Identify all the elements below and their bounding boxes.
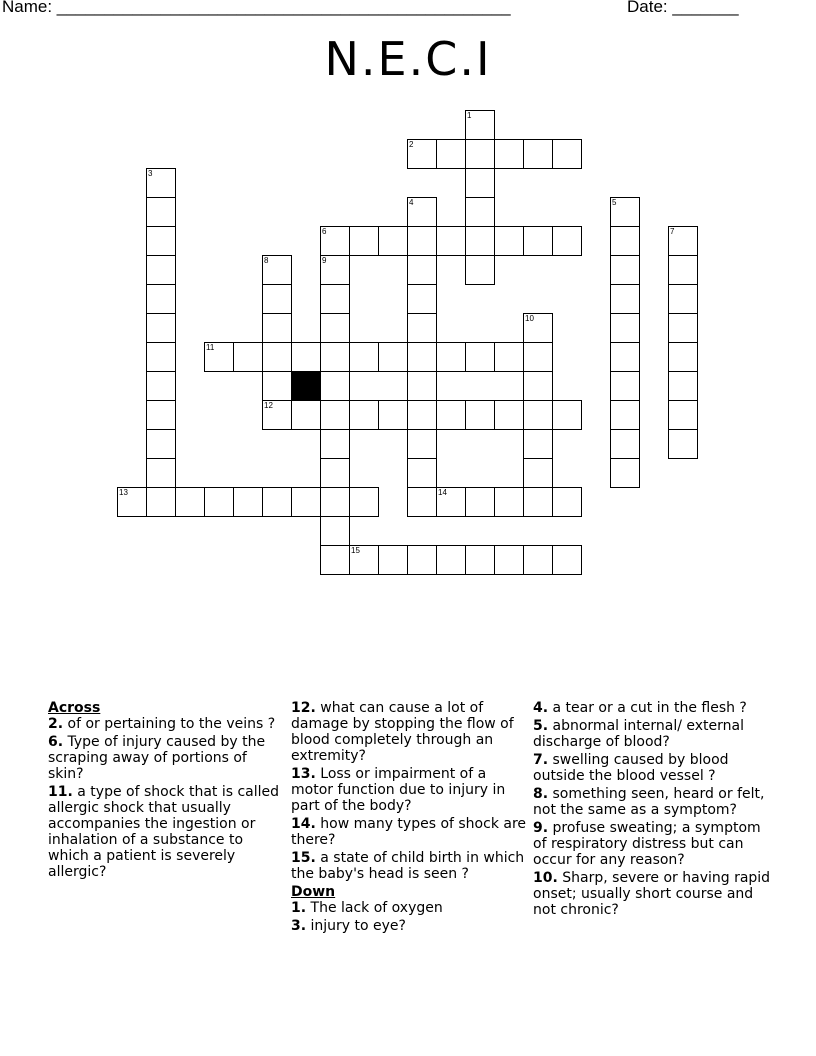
clue-number-label: 15 <box>351 546 360 555</box>
grid-cell[interactable] <box>610 429 640 459</box>
clue-across-13 <box>291 766 527 814</box>
grid-cell[interactable] <box>465 400 495 430</box>
grid-cell[interactable] <box>436 487 466 517</box>
grid-cell[interactable] <box>523 429 553 459</box>
grid-cell[interactable] <box>436 400 466 430</box>
grid-cell[interactable] <box>465 545 495 575</box>
clue-text: a state of child birth in which the baby's head is seen ? <box>291 850 525 882</box>
grid-cell[interactable] <box>146 458 176 488</box>
clue-text: Type of injury caused by the scraping away of portions of skin? <box>48 734 266 782</box>
clue-number-label: 3 <box>148 169 153 178</box>
clue-number-label: 14 <box>438 488 447 497</box>
grid-cell[interactable] <box>668 284 698 314</box>
grid-cell[interactable] <box>523 487 553 517</box>
grid-cell[interactable] <box>407 429 437 459</box>
grid-cell[interactable] <box>668 226 698 256</box>
clue-number-label: 8 <box>264 256 269 265</box>
grid-cell[interactable] <box>465 139 495 169</box>
clue-number: 14. <box>291 816 316 832</box>
grid-cell[interactable] <box>610 342 640 372</box>
clue-text: swelling caused by blood outside the blood vessel ? <box>533 752 729 784</box>
grid-cell[interactable] <box>436 545 466 575</box>
name-field-label[interactable]: Name: ________________________________________________ <box>2 0 511 16</box>
grid-cell[interactable] <box>320 371 350 401</box>
grid-cell[interactable] <box>291 487 321 517</box>
grid-cell[interactable] <box>407 139 437 169</box>
grid-cell[interactable] <box>523 226 553 256</box>
grid-cell[interactable] <box>668 255 698 285</box>
clue-down-9 <box>533 820 773 868</box>
grid-cell[interactable] <box>552 400 582 430</box>
clue-number: 13. <box>291 766 316 782</box>
clue-across-14 <box>291 816 527 848</box>
clue-text: of or pertaining to the veins ? <box>67 716 276 732</box>
clue-across-11 <box>48 784 280 880</box>
grid-cell[interactable] <box>262 487 292 517</box>
clue-down-3 <box>291 918 527 934</box>
grid-cell[interactable] <box>320 284 350 314</box>
grid-cell[interactable] <box>291 342 321 372</box>
grid-cell[interactable] <box>320 226 350 256</box>
grid-cell[interactable] <box>146 400 176 430</box>
clue-number-label: 12 <box>264 401 273 410</box>
grid-cell[interactable] <box>610 226 640 256</box>
grid-cell[interactable] <box>262 284 292 314</box>
clue-number: 10. <box>533 870 558 886</box>
clue-number-label: 1 <box>467 111 472 120</box>
clue-down-8 <box>533 786 773 818</box>
grid-cell[interactable] <box>262 313 292 343</box>
grid-cell[interactable] <box>668 371 698 401</box>
grid-cell[interactable] <box>204 342 234 372</box>
grid-cell[interactable] <box>146 487 176 517</box>
grid-cell[interactable] <box>494 545 524 575</box>
grid-cell[interactable] <box>523 371 553 401</box>
grid-cell[interactable] <box>349 342 379 372</box>
grid-cell[interactable] <box>610 284 640 314</box>
grid-cell[interactable] <box>349 487 379 517</box>
grid-cell[interactable] <box>262 342 292 372</box>
date-field-label[interactable]: Date: _______ <box>627 0 739 16</box>
grid-cell[interactable] <box>465 168 495 198</box>
grid-cell[interactable] <box>494 139 524 169</box>
clue-number: 2. <box>48 716 64 732</box>
grid-cell[interactable] <box>320 545 350 575</box>
clue-text: a type of shock that is called allergic shock that usually accompanies the ingestion or inhalation of a substance to which a patient is severely allergic? <box>48 784 280 880</box>
grid-cell[interactable] <box>407 284 437 314</box>
grid-cell[interactable] <box>552 226 582 256</box>
grid-cell[interactable] <box>320 487 350 517</box>
clue-number: 9. <box>533 820 549 836</box>
clue-text: injury to eye? <box>310 918 406 934</box>
clues-column-2 <box>291 700 527 936</box>
grid-cell[interactable] <box>407 255 437 285</box>
grid-cell[interactable] <box>378 400 408 430</box>
grid-cell[interactable] <box>378 545 408 575</box>
grid-cell[interactable] <box>146 255 176 285</box>
clue-number-label: 13 <box>119 488 128 497</box>
grid-cell[interactable] <box>146 429 176 459</box>
grid-cell[interactable] <box>436 226 466 256</box>
grid-cell[interactable] <box>436 342 466 372</box>
grid-cell[interactable] <box>320 342 350 372</box>
grid-cell[interactable] <box>320 313 350 343</box>
clue-text: Sharp, severe or having rapid onset; usually short course and not chronic? <box>533 870 771 918</box>
clue-text: abnormal internal/ external discharge of blood? <box>533 718 744 750</box>
grid-cell[interactable] <box>465 110 495 140</box>
grid-cell[interactable] <box>610 313 640 343</box>
grid-cell[interactable] <box>610 197 640 227</box>
blocked-cell <box>291 371 321 401</box>
clue-across-12 <box>291 700 527 764</box>
grid-cell[interactable] <box>668 429 698 459</box>
grid-cell[interactable] <box>465 197 495 227</box>
grid-cell[interactable] <box>262 255 292 285</box>
grid-cell[interactable] <box>407 226 437 256</box>
down-heading: Down <box>291 884 336 900</box>
grid-cell[interactable] <box>407 197 437 227</box>
grid-cell[interactable] <box>407 342 437 372</box>
clue-down-1 <box>291 900 527 916</box>
grid-cell[interactable] <box>610 255 640 285</box>
clue-down-7 <box>533 752 773 784</box>
clues-column-3 <box>533 700 773 920</box>
clue-number: 11. <box>48 784 73 800</box>
clue-number: 15. <box>291 850 316 866</box>
clue-number-label: 6 <box>322 227 327 236</box>
grid-cell[interactable] <box>233 487 263 517</box>
clue-number-label: 10 <box>525 314 534 323</box>
clue-down-5 <box>533 718 773 750</box>
grid-cell[interactable] <box>407 458 437 488</box>
grid-cell[interactable] <box>320 458 350 488</box>
grid-cell[interactable] <box>494 400 524 430</box>
grid-cell[interactable] <box>146 371 176 401</box>
grid-cell[interactable] <box>465 342 495 372</box>
clue-down-10 <box>533 870 773 918</box>
clues-column-1 <box>48 700 280 882</box>
grid-cell[interactable] <box>320 429 350 459</box>
clue-number: 12. <box>291 700 316 716</box>
clue-across-6 <box>48 734 280 782</box>
grid-cell[interactable] <box>378 342 408 372</box>
grid-cell[interactable] <box>610 458 640 488</box>
grid-cell[interactable] <box>407 400 437 430</box>
grid-cell[interactable] <box>407 371 437 401</box>
grid-cell[interactable] <box>146 284 176 314</box>
grid-cell[interactable] <box>117 487 147 517</box>
grid-cell[interactable] <box>436 139 466 169</box>
grid-cell[interactable] <box>204 487 234 517</box>
grid-cell[interactable] <box>262 400 292 430</box>
grid-cell[interactable] <box>175 487 205 517</box>
grid-cell[interactable] <box>349 400 379 430</box>
clue-across-2 <box>48 716 280 732</box>
clue-text: Loss or impairment of a motor function due to injury in part of the body? <box>291 766 506 814</box>
clue-text: how many types of shock are there? <box>291 816 527 848</box>
clue-number: 5. <box>533 718 549 734</box>
grid-cell[interactable] <box>233 342 263 372</box>
grid-cell[interactable] <box>668 313 698 343</box>
grid-cell[interactable] <box>465 255 495 285</box>
grid-cell[interactable] <box>262 371 292 401</box>
grid-cell[interactable] <box>407 487 437 517</box>
grid-cell[interactable] <box>668 400 698 430</box>
clue-number: 8. <box>533 786 549 802</box>
grid-cell[interactable] <box>320 516 350 546</box>
clue-number: 7. <box>533 752 549 768</box>
grid-cell[interactable] <box>523 545 553 575</box>
grid-cell[interactable] <box>668 342 698 372</box>
grid-cell[interactable] <box>494 487 524 517</box>
clue-text: profuse sweating; a symptom of respiratory distress but can occur for any reason? <box>533 820 761 868</box>
clue-number-label: 4 <box>409 198 414 207</box>
grid-cell[interactable] <box>552 545 582 575</box>
clue-number-label: 11 <box>206 343 215 352</box>
grid-cell[interactable] <box>407 313 437 343</box>
grid-cell[interactable] <box>146 197 176 227</box>
grid-cell[interactable] <box>465 487 495 517</box>
grid-cell[interactable] <box>349 545 379 575</box>
grid-cell[interactable] <box>291 400 321 430</box>
grid-cell[interactable] <box>146 226 176 256</box>
grid-cell[interactable] <box>552 139 582 169</box>
grid-cell[interactable] <box>494 226 524 256</box>
grid-cell[interactable] <box>523 400 553 430</box>
grid-cell[interactable] <box>523 139 553 169</box>
clue-text: a tear or a cut in the flesh ? <box>552 700 747 716</box>
grid-cell[interactable] <box>320 255 350 285</box>
grid-cell[interactable] <box>610 371 640 401</box>
clue-number-label: 9 <box>322 256 327 265</box>
clue-across-15 <box>291 850 527 882</box>
grid-cell[interactable] <box>552 487 582 517</box>
clue-text: something seen, heard or felt, not the same as a symptom? <box>533 786 765 818</box>
grid-cell[interactable] <box>407 545 437 575</box>
grid-cell[interactable] <box>494 342 524 372</box>
clue-number: 1. <box>291 900 307 916</box>
grid-cell[interactable] <box>320 400 350 430</box>
clue-number: 6. <box>48 734 64 750</box>
grid-cell[interactable] <box>146 313 176 343</box>
clue-number-label: 2 <box>409 140 414 149</box>
across-heading: Across <box>48 700 101 716</box>
grid-cell[interactable] <box>146 168 176 198</box>
clue-number: 3. <box>291 918 307 934</box>
clue-number: 4. <box>533 700 549 716</box>
clue-down-4 <box>533 700 773 716</box>
clue-text: what can cause a lot of damage by stopping the flow of blood completely through an extremity? <box>291 700 514 764</box>
grid-cell[interactable] <box>523 313 553 343</box>
puzzle-title: N.E.C.I <box>324 32 492 86</box>
grid-cell[interactable] <box>465 226 495 256</box>
grid-cell[interactable] <box>146 342 176 372</box>
grid-cell[interactable] <box>378 226 408 256</box>
grid-cell[interactable] <box>523 342 553 372</box>
grid-cell[interactable] <box>523 458 553 488</box>
grid-cell[interactable] <box>610 400 640 430</box>
grid-cell[interactable] <box>349 226 379 256</box>
clue-number-label: 7 <box>670 227 675 236</box>
clue-number-label: 5 <box>612 198 617 207</box>
clue-text: The lack of oxygen <box>310 900 443 916</box>
